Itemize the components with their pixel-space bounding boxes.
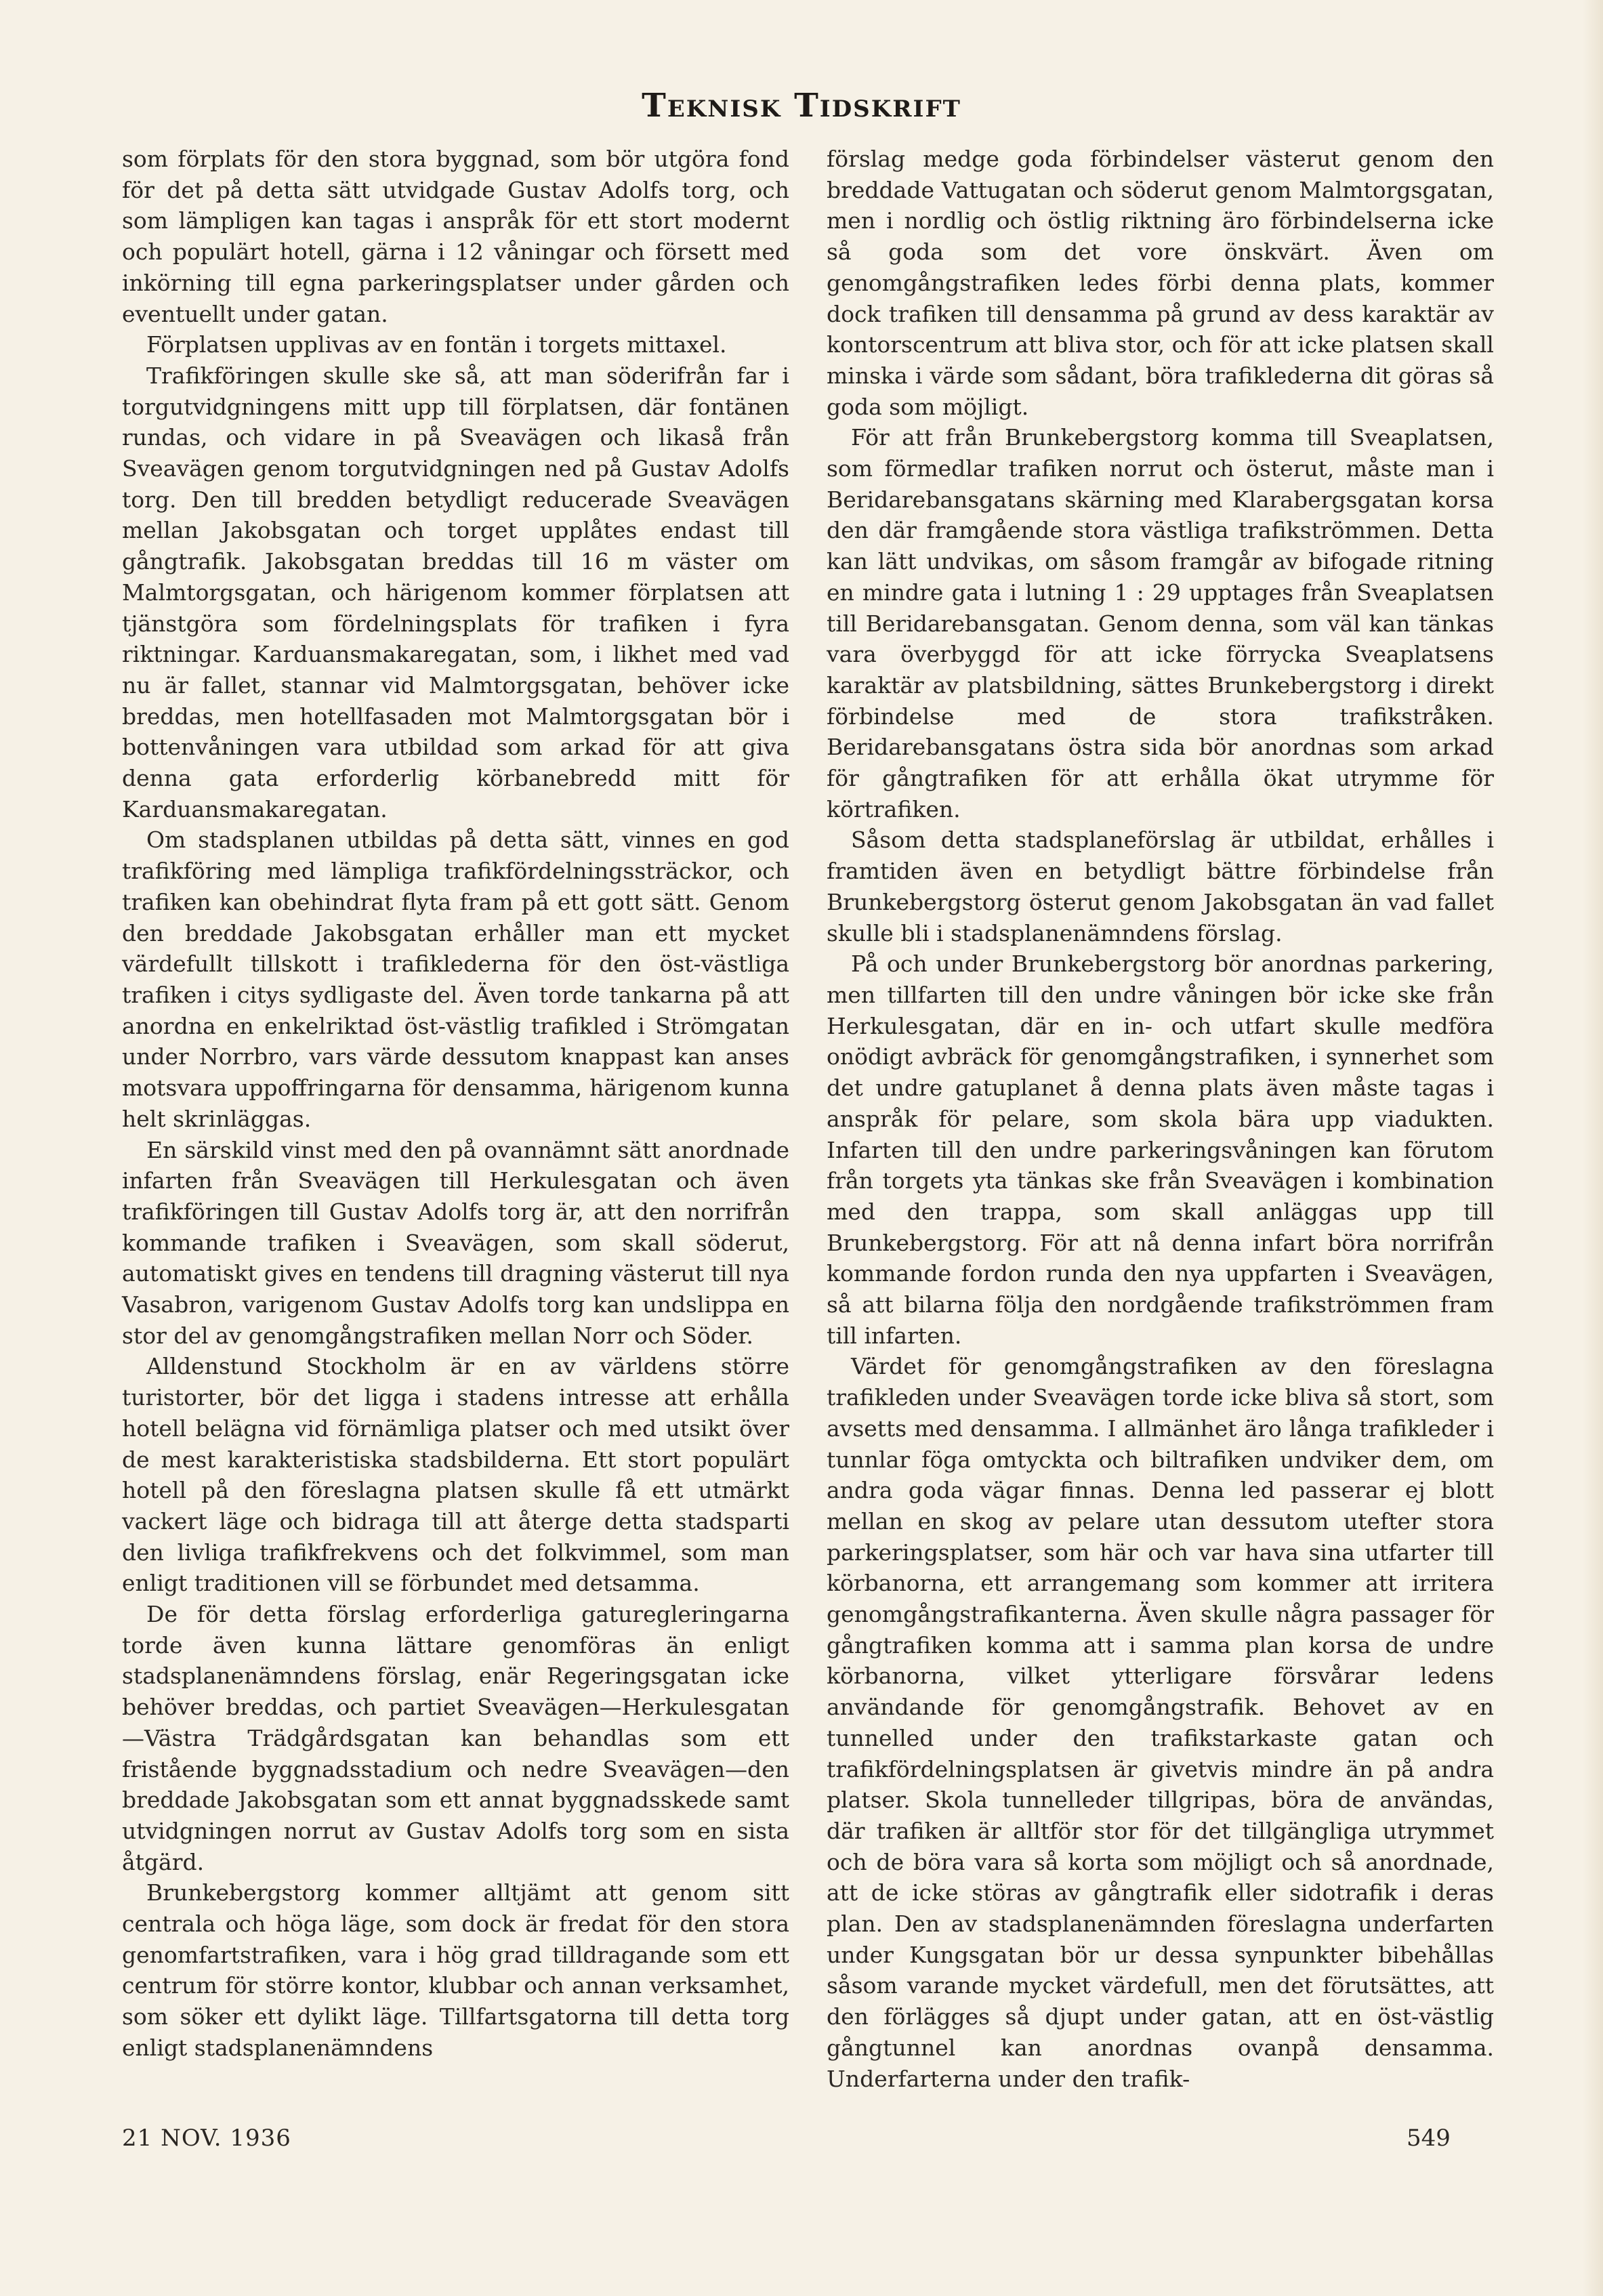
paragraph: För att från Brunkebergstorg komma till Sveaplatsen, som förmedlar trafiken norrut och österut, måste man i Beridarebansgatans skärning med Klarabergsgatan korsa den där framgående stora västliga trafikströmmen. Detta kan lätt undvikas, om såsom framgår av bifogade ritning en mindre gata i lutning 1 : 29 upptages från Sveaplatsen till Beridarebansgatan. Genom denna, som väl kan tänkas vara överbyggd för att icke förrycka Sveaplatsens karaktär av platsbildning, sättes Brunkebergstorg i direkt förbindelse med de stora trafikstråken. Beridarebansgatans östra sida bör anordnas som arkad för gångtrafiken för att erhålla ökat utrymme för körtrafiken. <box>827 424 1494 822</box>
paragraph: Alldenstund Stockholm är en av världens större turistorter, bör det ligga i stadens intresse att erhålla hotell belägna vid förnämliga platser och med utsikt över de mest karakteristiska stadsbilderna. Ett stort populärt hotell på den föreslagna platsen skulle få ett utmärkt vackert läge och bidraga till att återge detta stadsparti den livliga trafikfrekvens och det folkvimmel, som man enligt traditionen vill se förbundet med detsamma. <box>122 1353 789 1597</box>
paragraph: som förplats för den stora byggnad, som bör utgöra fond för det på detta sätt utvidgade Gustav Adolfs torg, och som lämpligen kan tagas i anspråk för ett stort modernt och populärt hotell, gärna i 12 våningar och försett med inkörning till egna parkeringsplatser under gården och eventuellt under gatan. <box>122 146 789 327</box>
paragraph: På och under Brunkebergstorg bör anordnas parkering, men tillfarten till den undre våningen bör icke ske från Herkulesgatan, där en in- och utfart skulle medföra onödigt avbräck för genomgångstrafiken, i synnerhet som det undre gatuplanet å denna plats även måste tagas i anspråk för pelare, som skola bära upp viadukten. Infarten till den undre parkeringsvåningen kan förutom från torgets yta tänkas ske från Sveavägen i kombination med den trappa, som skall anläggas upp till Brunkebergstorg. För att nå denna infart böra norrifrån kommande fordon runda den nya uppfarten i Sveavägen, så att bilarna följa den nordgående trafikströmmen fram till infarten. <box>827 951 1494 1349</box>
page-edge-shadow <box>1583 0 1603 2296</box>
paragraph: Trafikföringen skulle ske så, att man söderifrån far i torgutvidgningens mitt upp till förplatsen, där fontänen rundas, och vidare in på Sveavägen och likaså från Sveavägen genom torgutvidgningen ned på Gustav Adolfs torg. Den till bredden betydligt reducerade Sveavägen mellan Jakobsgatan och torget upplåtes endast till gångtrafik. Jakobsgatan breddas till 16 m väster om Malmtorgsgatan, och härigenom kommer förplatsen att tjänstgöra som fördelningsplats för trafiken i fyra riktningar. Karduansmakaregatan, som, i likhet med vad nu är fallet, stannar vid Malmtorgsgatan, behöver icke breddas, men hotellfasaden mot Malmtorgsgatan bör i bottenvåningen vara utbildad som arkad för att giva denna gata erforderlig körbanebredd mitt för Karduansmakaregatan. <box>122 362 789 822</box>
paragraph: Om stadsplanen utbildas på detta sätt, vinnes en god trafikföring med lämpliga trafikfördelningssträckor, och trafiken kan obehindrat flyta fram på ett gott sätt. Genom den breddade Jakobsgatan erhåller man ett mycket värdefullt tillskott i trafiklederna för den öst-västliga trafiken i citys sydligaste del. Även torde tankarna på att anordna en enkelriktad öst-västlig trafikled i Strömgatan under Norrbro, vars värde dessutom knappast kan anses motsvara uppoffringarna för densamma, härigenom kunna helt skrinläggas. <box>122 827 789 1132</box>
page-number: 549 <box>1407 2125 1451 2152</box>
paragraph: Såsom detta stadsplaneförslag är utbildat, erhålles i framtiden även en betydligt bättre förbindelse från Brunkebergstorg österut genom Jakobsgatan än vad fallet skulle bli i stadsplanenämndens förslag. <box>827 827 1494 946</box>
paragraph: Brunkebergstorg kommer alltjämt att genom sitt centrala och höga läge, som dock är fredat för den stora genomfartstrafiken, vara i hög grad tilldragande som ett centrum för större kontor, klubbar och annan verksamhet, som söker ett dylikt läge. Tillfartsgatorna till detta torg enligt stadsplanenämndens <box>122 1879 789 2061</box>
paragraph: En särskild vinst med den på ovannämnt sätt anordnade infarten från Sveavägen till Herkulesgatan och även trafikföringen till Gustav Adolfs torg är, att den norrifrån kommande trafiken i Sveavägen, som skall söderut, automatiskt gives en tendens till dragning västerut till nya Vasabron, varigenom Gustav Adolfs torg kan undslippa en stor del av genomgångstrafiken mellan Norr och Söder. <box>122 1136 789 1349</box>
journal-title: Teknisk Tidskrift <box>642 87 961 125</box>
paragraph: Värdet för genomgångstrafiken av den föreslagna trafikleden under Sveavägen torde icke bliva så stort, som avsetts med densamma. I allmänhet äro långa trafikleder i tunnlar föga omtyckta och biltrafiken undviker dem, om andra goda vägar finnas. Denna led passerar ej blott mellan en skog av pelare utan dessutom utefter stora parkeringsplatser, som här och var hava sina utfarter till körbanorna, ett arrangemang som kommer att irritera genomgångstrafikanterna. Även skulle några passager för gångtrafiken komma att i samma plan korsa de undre körbanorna, vilket ytterligare försvårar ledens användande för genomgångstrafik. Behovet av en tunnelled under den trafikstarkaste gatan och trafikfördelningsplatsen är givetvis mindre än på andra platser. Skola tunnelleder tillgripas, böra de användas, där trafiken är alltför stor för det tillgängliga utrymmet och de böra vara så korta som möjligt och så anordnade, att de icke störas av gångtrafik eller sidotrafik i deras plan. Den av stadsplanenämnden föreslagna underfarten under Kungsgatan bör ur dessa synpunkter bibehållas såsom varande mycket värdefull, men det förutsättes, att den förlägges så djupt under gatan, att en öst-västlig gångtunnel kan anordnas ovanpå densamma. Underfarterna under den trafik- <box>827 1353 1494 2092</box>
paragraph: förslag medge goda förbindelser västerut genom den breddade Vattugatan och söderut genom Malmtorgsgatan, men i nordlig och östlig riktning äro förbindelserna icke så goda som det vore önskvärt. Även om genomgångstrafiken ledes förbi denna plats, kommer dock trafiken till densamma på grund av dess karaktär av kontorscentrum att bliva stor, och för att icke platsen skall minska i värde som sådant, böra trafiklederna dit göras så goda som möjligt. <box>827 146 1494 420</box>
issue-date: 21 NOV. 1936 <box>122 2125 291 2152</box>
right-column <box>827 144 1494 2094</box>
left-column <box>122 144 789 2064</box>
paragraph: De för detta förslag erforderliga gaturegleringarna torde även kunna lättare genomföras än enligt stadsplanenämndens förslag, enär Regeringsgatan icke behöver breddas, och partiet Sveavägen—Herkulesgatan—Västra Trädgårdsgatan kan behandlas som ett fristående byggnadsstadium och nedre Sveavägen—den breddade Jakobsgatan som ett annat byggnadsskede samt utvidgningen norrut av Gustav Adolfs torg som en sista åtgärd. <box>122 1601 789 1875</box>
paragraph: Förplatsen upplivas av en fontän i torgets mittaxel. <box>146 331 727 358</box>
